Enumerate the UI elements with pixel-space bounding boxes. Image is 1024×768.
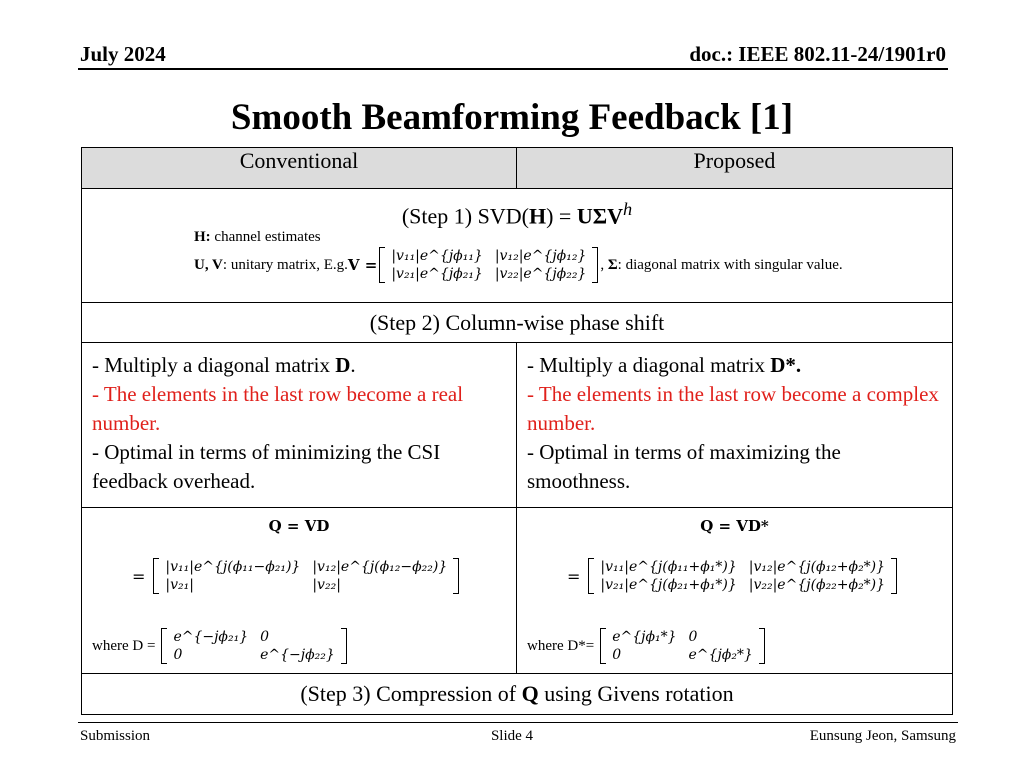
q-conventional-title: Q = VD: [268, 517, 330, 535]
matrix-cell: 0: [173, 647, 183, 663]
matrix-cell: 0: [612, 647, 622, 663]
d-star-matrix-body: [606, 628, 759, 664]
conv-line3: - Optimal in terms of minimizing the CSI feedback overhead.: [92, 440, 441, 493]
conv-line1: [92, 351, 506, 380]
v-matrix: [379, 247, 598, 283]
header-row: [82, 148, 953, 189]
step3-row: [82, 674, 953, 715]
step1-title-pre: (Step 1) SVD(: [401, 203, 529, 229]
matrix-cell: e^{jϕ₁*}: [612, 629, 677, 645]
prop-line1-text: - Multiply a diagonal matrix: [527, 353, 771, 377]
prop-d-symbol: D*.: [770, 353, 802, 377]
matrix-cell: |v₂₁|: [165, 577, 194, 593]
matrix-cell: e^{−jϕ₂₁}: [173, 629, 249, 645]
matrix-cell: |v₁₁|e^{jϕ₁₁}: [391, 248, 483, 264]
uv-def-label: U, V: [194, 256, 223, 273]
h-def-text: channel estimates: [210, 229, 321, 245]
v-symbol: V =: [347, 256, 378, 274]
d-star-definition: [527, 628, 767, 664]
matrix-cell: |v₂₂|: [312, 577, 341, 593]
uv-def-text: : unitary matrix, E.g.: [222, 256, 348, 273]
prop-line1: [527, 351, 942, 380]
uv-definition: U, V : unitary matrix, E.g. V = |v₁₁|e^{jϕ₁₁} |v₁₂|e^{jϕ₁₂} |v₂₁|e^{jϕ₂₁} |v₂₂|e^{jϕ₂₂} , Σ : diagonal matrix with singular value.: [194, 248, 843, 282]
h-definition: [194, 229, 321, 246]
step1-title-h: H: [528, 203, 547, 229]
q-proposed-equation: = |v₁₁|e^{j(ϕ₁₁+ϕ₁*)} |v₁₂|e^{j(ϕ₁₂+ϕ₂*)} |v₂₁|e^{j(ϕ₂₁+ϕ₁*)} |v₂₂|e^{j(ϕ₂₂+ϕ₂*)}: [567, 558, 899, 594]
conv-line2: - The elements in the last row become a real number.: [92, 382, 464, 435]
v-matrix-body: [385, 247, 592, 283]
step1-title-mid: ) =: [546, 203, 577, 229]
matrix-cell: |v₁₂|e^{j(ϕ₁₂+ϕ₂*)}: [748, 559, 886, 575]
matrix-cell: |v₁₁|e^{j(ϕ₁₁−ϕ₂₁)}: [165, 559, 301, 575]
matrix-cell: |v₂₁|e^{jϕ₂₁}: [391, 266, 483, 282]
q-proposed-cell: [517, 508, 953, 674]
d-def-label: where D =: [92, 637, 156, 654]
d-star-def-label: where D*=: [527, 637, 595, 654]
sigma-symbol: Σ: [607, 256, 618, 273]
comparison-table: [81, 147, 953, 715]
col-header-proposed: Proposed: [517, 148, 953, 189]
step1-cell: [82, 189, 953, 303]
d-definition: [92, 628, 349, 664]
step3-text-post: using Givens rotation: [538, 681, 734, 706]
slide-title: Smooth Beamforming Feedback [1]: [230, 97, 794, 138]
footer-submission: Submission: [80, 728, 151, 744]
prop-line2: - The elements in the last row become a complex number.: [527, 382, 939, 435]
conv-line1-end: .: [350, 353, 356, 377]
step1-title: [82, 199, 952, 229]
h-def-label: H:: [194, 229, 211, 245]
d-matrix: [161, 628, 346, 664]
matrix-cell: |v₂₂|e^{j(ϕ₂₂+ϕ₂*)}: [748, 577, 886, 593]
footer-slide-number: Slide 4: [490, 728, 534, 744]
q-conventional-matrix: [153, 558, 459, 594]
d-star-matrix: [600, 628, 765, 664]
matrix-cell: |v₂₁|e^{j(ϕ₂₁+ϕ₁*)}: [600, 577, 737, 593]
q-proposed-matrix: [588, 558, 897, 594]
d-matrix-body: [167, 628, 340, 664]
q-conventional-matrix-body: [159, 558, 453, 594]
matrix-cell: |v₂₂|e^{jϕ₂₂}: [494, 266, 587, 282]
q-conventional-cell: [82, 508, 517, 674]
matrix-cell: 0: [688, 629, 698, 645]
q-conventional-equation: = |v₁₁|e^{j(ϕ₁₁−ϕ₂₁)} |v₁₂|e^{j(ϕ₁₂−ϕ₂₂)} |v₂₁| |v₂₂|: [132, 558, 461, 594]
proposed-description: [517, 343, 953, 508]
step1-title-sup: h: [622, 199, 633, 219]
matrix-cell: e^{jϕ₂*}: [688, 647, 753, 663]
prop-line3: - Optimal in terms of maximizing the smoothness.: [527, 440, 841, 493]
conv-d-symbol: D: [335, 353, 351, 377]
q-proposed-title: Q = VD*: [700, 517, 769, 535]
matrix-cell: |v₁₂|e^{j(ϕ₁₂−ϕ₂₂)}: [312, 559, 448, 575]
step1-title-usv: UΣV: [576, 203, 623, 229]
conventional-description: [82, 343, 517, 508]
header-date: July 2024: [80, 42, 166, 66]
step3-q-symbol: Q: [521, 681, 539, 706]
footer-divider: [78, 722, 958, 723]
col-header-conventional: Conventional: [82, 148, 517, 189]
step2-row: (Step 2) Column-wise phase shift: [82, 303, 953, 343]
sigma-def-text: : diagonal matrix with singular value.: [617, 256, 843, 273]
matrix-cell: |v₁₁|e^{j(ϕ₁₁+ϕ₁*)}: [600, 559, 737, 575]
footer-author: Eunsung Jeon, Samsung: [809, 728, 956, 744]
conv-line1-text: - Multiply a diagonal matrix: [92, 353, 336, 377]
q-proposed-matrix-body: [594, 558, 891, 594]
header-divider: [78, 68, 948, 70]
matrix-cell: e^{−jϕ₂₂}: [260, 647, 335, 663]
step3-text-pre: (Step 3) Compression of: [300, 681, 522, 706]
matrix-cell: |v₁₂|e^{jϕ₁₂}: [494, 248, 587, 264]
matrix-cell: 0: [260, 629, 270, 645]
header-doc-id: doc.: IEEE 802.11-24/1901r0: [689, 42, 946, 66]
